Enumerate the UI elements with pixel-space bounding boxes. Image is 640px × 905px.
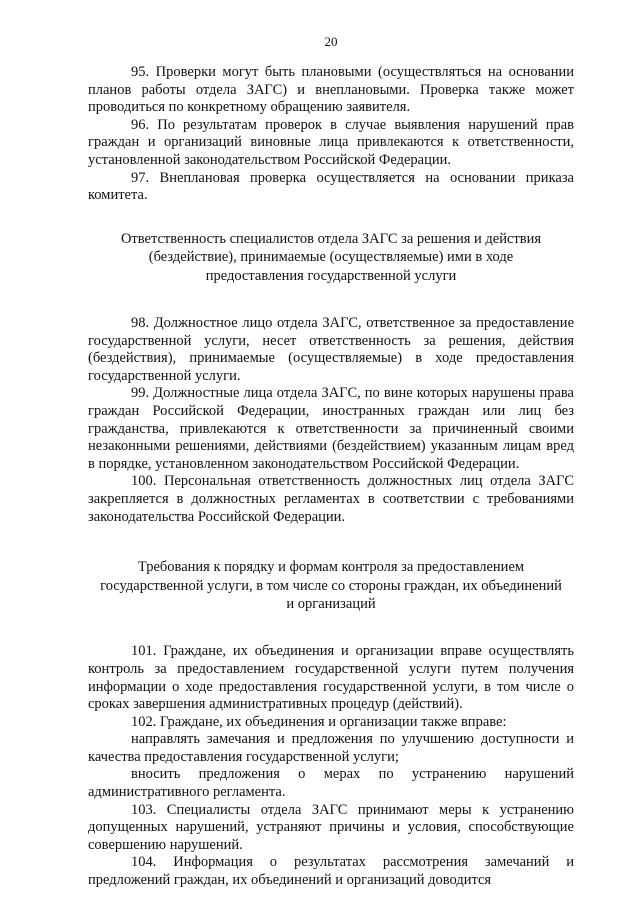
paragraph-102: 102. Граждане, их объединения и организации также вправе: [131, 713, 507, 730]
paragraph-99: 99. Должностные лица отдела ЗАГС, по вине которых нарушены права граждан Российской Федерации, иностранных граждан или лиц без гражданства, привлекаются к ответственности за причиненный своими незаконными решениями, действиями (бездействием) указанным лицам вред в порядке, установленном законодательством Российской Федерации. [88, 385, 574, 472]
paragraph-102-item-1: направлять замечания и предложения по улучшению доступности и качества предоставления государственной услуги; [88, 731, 574, 765]
paragraph-95: 95. Проверки могут быть плановыми (осуществляться на основании планов работы отдела ЗАГС) и внеплановыми. Проверка также может проводиться по конкретному обращению заявителя. [88, 64, 574, 116]
page-number: 20 [324, 34, 338, 49]
paragraph-98: 98. Должностное лицо отдела ЗАГС, ответственное за предоставление государственной услуги, несет ответственность за решения, действия (бездействия), принимаемые (осуществляемые) в ходе предоставления государственной услуги. [88, 314, 574, 384]
paragraph-103: 103. Специалисты отдела ЗАГС принимают меры к устранению допущенных нарушений, устраняют причины и условия, способствующие совершению нарушений. [88, 801, 574, 853]
paragraph-104: 104. Информация о результатах рассмотрения замечаний и предложений граждан, их объединений и организаций доводится [88, 854, 574, 889]
section-heading-control-requirements: Требования к порядку и формам контроля за предоставлением государственной услуги, в том числе со стороны граждан, их объединений и организаций [100, 559, 562, 612]
paragraph-102-item-2: вносить предложения о мерах по устранению нарушений административного регламента. [88, 766, 574, 801]
paragraph-101: 101. Граждане, их объединения и организации вправе осуществлять контроль за предоставлением государственной услуги путем получения информации о ходе предоставления государственной услуги, в том числе о сроках завершения административных процедур (действий). [88, 643, 574, 713]
section-heading-responsibility: Ответственность специалистов отдела ЗАГС за решения и действия (бездействие), принимаемые (осуществляемые) ими в ходе предоставления государственной услуги [120, 230, 542, 284]
document-page [88, 34, 574, 890]
paragraph-100: 100. Персональная ответственность должностных лиц отдела ЗАГС закрепляется в должностных регламентах в соответствии с требованиями законодательства Российской Федерации. [88, 473, 574, 525]
paragraph-96: 96. По результатам проверок в случае выявления нарушений прав граждан и организаций виновные лица привлекаются к ответственности, установленной законодательством Российской Федерации. [88, 116, 574, 168]
paragraph-97: 97. Внеплановая проверка осуществляется на основании приказа комитета. [88, 169, 574, 204]
